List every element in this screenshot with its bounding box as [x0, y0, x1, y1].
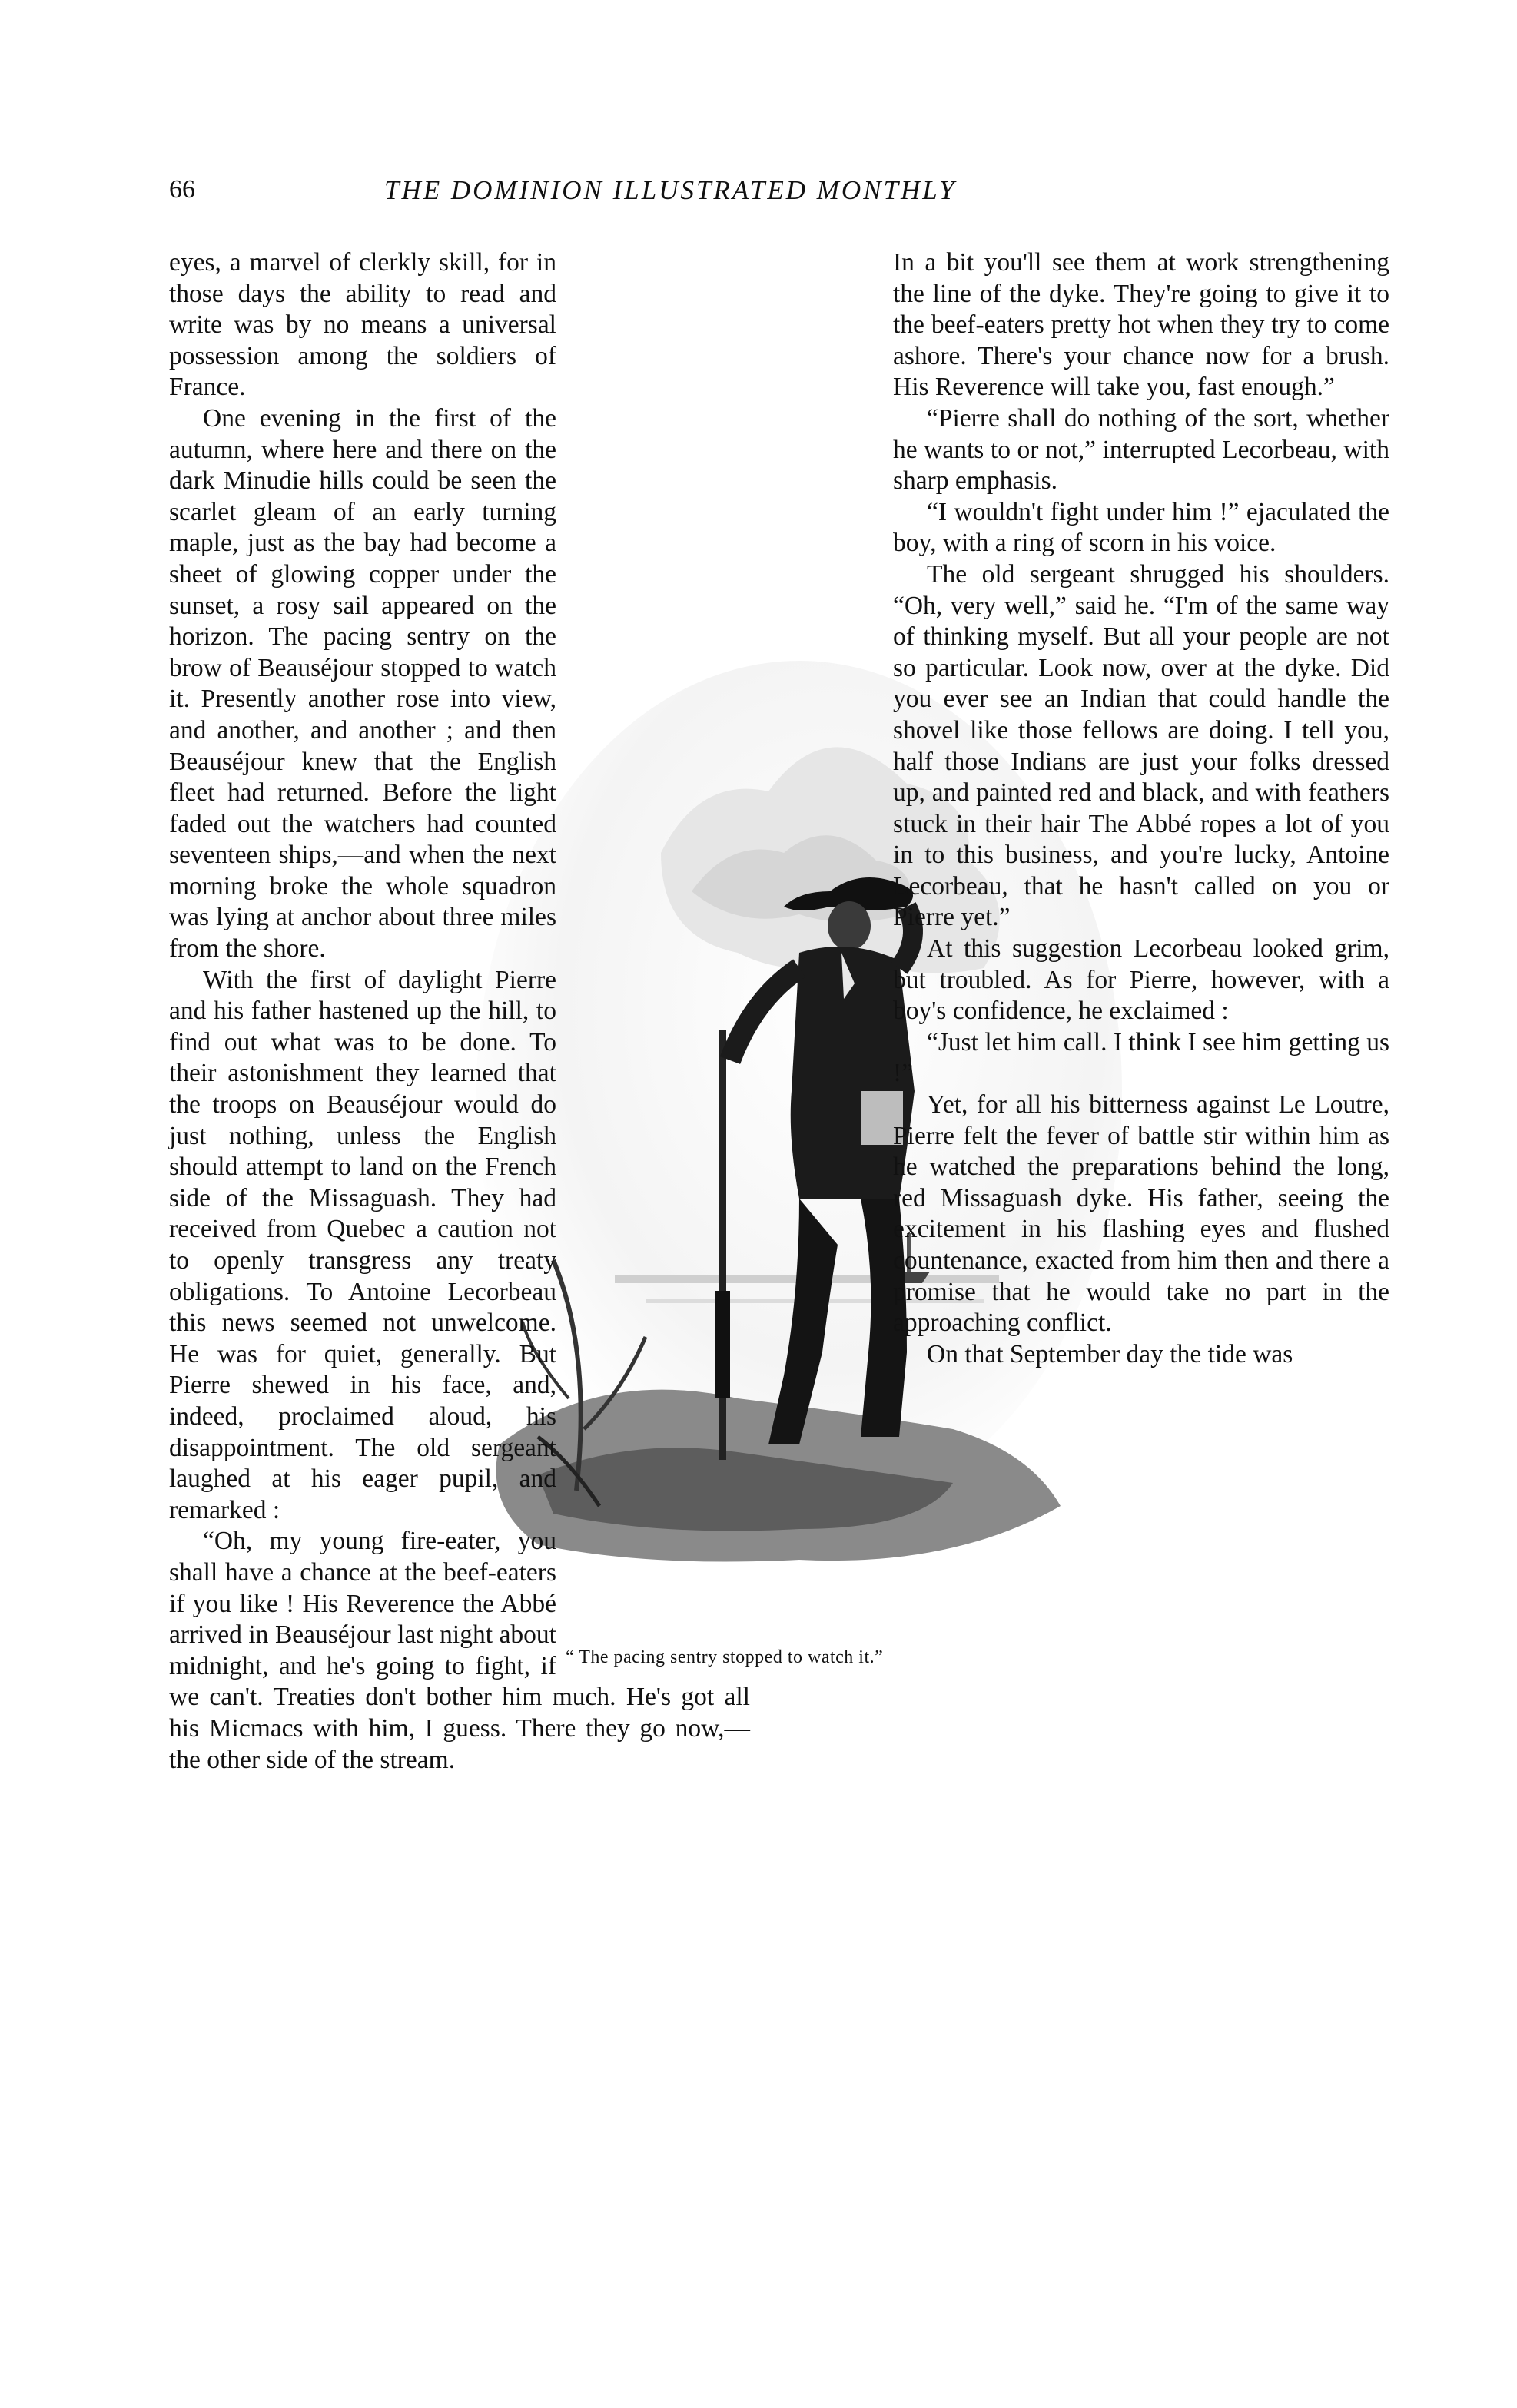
- paragraph: In a bit you'll see them at work strengthening the line of the dyke. They're going to give it to the beef-eaters pretty hot when they try to come ashore. There's your chance now for a brush. His Reverence will take you, fast enough.”: [893, 248, 1389, 402]
- left-column: [169, 247, 750, 2122]
- page-header: [0, 175, 1517, 221]
- left-wrap-spacer: [556, 785, 750, 1669]
- paragraph: Yet, for all his bitterness against Le Loutre, Pierre felt the fever of battle stir within him as he watched the preparations behind the long, red Missaguash dyke. His father, seeing the excitement in his flashing eyes and flushed countenance, exacted from him then and there a promise that he would take no part in the approaching conflict.: [893, 1090, 1389, 1338]
- paragraph: “I wouldn't fight under him !” ejaculated the boy, with a ring of scorn in his voice.: [893, 497, 1389, 558]
- right-column: [778, 247, 1389, 2122]
- paragraph: The old sergeant shrugged his shoulders. “Oh, very well,” said he. “I'm of the same way of thinking myself. But all your people are not so particular. Look now, over at the dyke. Did you ever see an Indian that could handle the shovel like those fellows are doing. I tell you, half those Indians are just your folks dressed up, and painted red and black, and with feathers stuck in their hair The Abbé ropes a lot of you in to this business, and you're lucky, Antoine Lecorbeau, that he hasn't called on you or Pierre yet.”: [893, 559, 1389, 932]
- running-title: THE DOMINION ILLUSTRATED MONTHLY: [384, 175, 957, 205]
- right-wrap-spacer: [778, 693, 893, 1531]
- paragraph: One evening in the first of the autumn, where here and there on the dark Minudie hills could be seen the scarlet gleam of an early turning maple, just as the bay had become a sheet of glowing copper under the sunset, a rosy sail appeared on the horizon. The pacing sentry on the brow of Beauséjour stopped to watch it. Presently another rose into view, and another, and another ; and then Beauséjour knew that the English fleet had returned. Before the light faded out the watchers had counted seventeen ships,—and when the next morning broke the whole squadron was lying at anchor about three miles from the shore.: [169, 403, 556, 964]
- illustration-caption: “ The pacing sentry stopped to watch it.”: [566, 1647, 884, 1667]
- paragraph: “Just let him call. I think I see him getting us !”: [893, 1027, 1389, 1088]
- paragraph: With the first of daylight Pierre and his father hastened up the hill, to find out what was to be done. To their astonishment they learned that the troops on Beauséjour would do just nothing, unless the English should attempt to land on the French side of the Missaguash. They had received from Quebec a caution not to openly transgress any treaty obligations. To Antoine Lecorbeau this news seemed not unwelcome. He was for quiet, generally. But Pierre shewed in his face, and, indeed, proclaimed aloud, his disappointment. The old sergeant laughed at his eager pupil, and remarked :: [169, 965, 556, 1524]
- page-number: 66: [169, 175, 195, 204]
- paragraph: “Pierre shall do nothing of the sort, whether he wants to or not,” interrupted Lecorbeau, with sharp emphasis.: [893, 403, 1389, 496]
- paragraph: On that September day the tide was: [927, 1339, 1293, 1368]
- paragraph: eyes, a marvel of clerkly skill, for in those days the ability to read and write was by no means a universal possession among the soldiers of France.: [169, 248, 556, 402]
- paragraph: At this suggestion Lecorbeau looked grim, but troubled. As for Pierre, however, with a boy's confidence, he exclaimed :: [893, 934, 1389, 1026]
- paragraph: “Oh, my young fire-eater, you shall have a chance at the beef-eaters if you like ! His Reverence the Abbé arrived in Beauséjour last night about midnight, and he's going to fight, if we can't. Treaties don't bother him much. He's got all his Micmacs with him, I guess. There they go now,—the other side of the stream.: [169, 1527, 750, 1774]
